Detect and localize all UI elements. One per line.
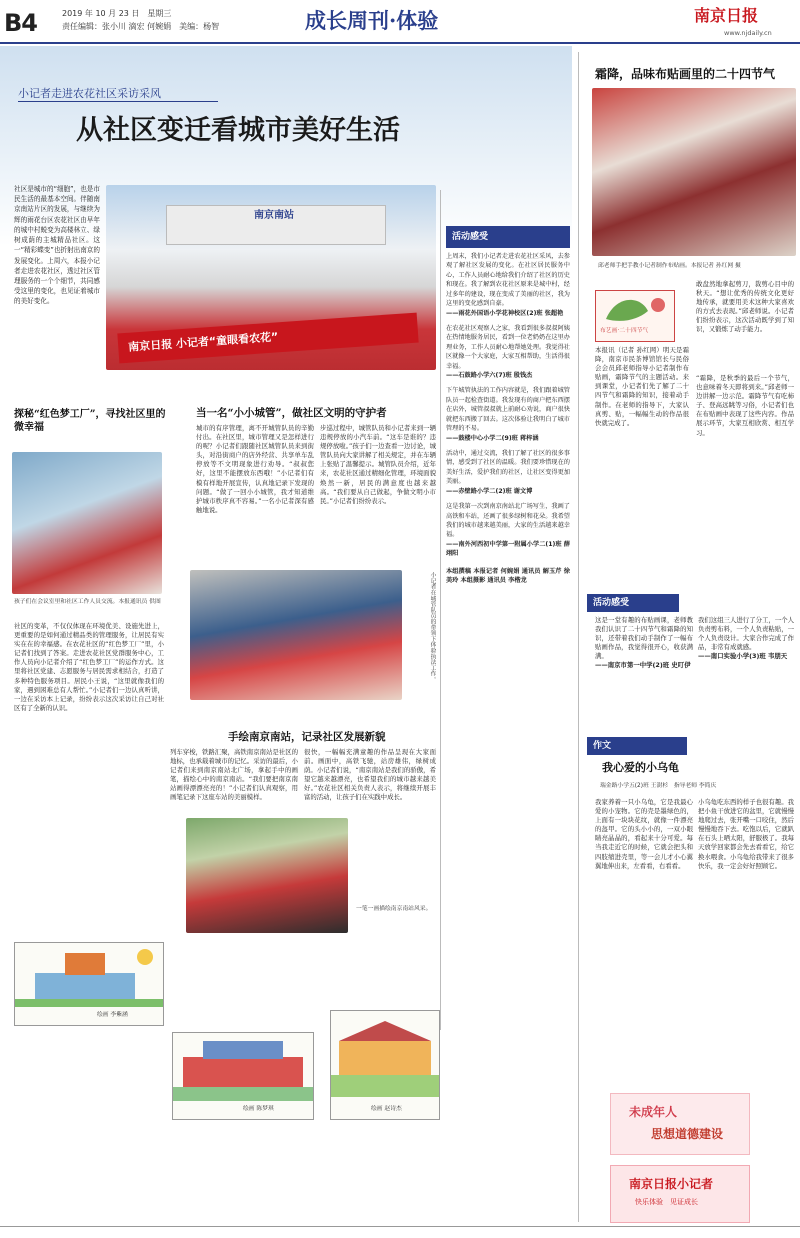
essay-body-b: 小乌龟吃东西的样子也很有趣。我把小鱼干放进它的盆里，它就慢慢地爬过去，张开嘴一口咬住，然后慢慢地吞下去。吃饱以后，它就趴在石头上晒太阳，舒服极了。我每天放学回家都会先去看看它，给它换水喂食。小乌龟给我带来了很多快乐，我一定会好好照顾它。 — [698, 798, 794, 870]
newspaper-url: www.njdaily.cn — [724, 29, 772, 37]
page-number: B4 — [4, 9, 37, 37]
lead-paragraph: 社区是城市的“细胞”，也是市民生活的最基本空间。伴随南京南站片区的发展，与继续为辉的雨花台区农花社区由早年的城中村蜕变为高楼林立、绿树成荫的主城精品社区。这一“精彩蝶变”也折射出南京的发展变化。上周六，本报小记者走进农花社区，透过社区管理服务的一个个细节，共同感受这里的变化，也见证着城市的美好变化。 — [14, 185, 100, 306]
drawing-1-art — [15, 943, 163, 1007]
page-footer-rule — [0, 1226, 800, 1238]
editor-credits: 责任编辑：张小川 滴宏 何婉娟 美编：杨智 — [62, 21, 220, 31]
activity-p3-author: ——鼓楼中心小学二(9)班 蒋梓涵 — [446, 434, 539, 442]
ad2-subtitle: 快乐体验 见证成长 — [635, 1198, 698, 1206]
essay-headline: 我心爱的小乌龟 — [602, 761, 679, 774]
right-activity-b — [698, 616, 794, 732]
activity-p3: 下午城管执法的工作内容就是，我们跟着城管队员一起检查街道。我发现有的商户把东西摆在店外，城管叔叔就上前耐心劝说，商户很快就把东西搬了回去。这次体验让我明白了城市管理的不易。 — [446, 387, 570, 433]
photo-city-patrol — [190, 570, 402, 700]
activity-p1: 上周末，我们小记者走进农花社区采风，去参观了解社区发展的变化。在社区居民服务中心，工作人员耐心地给我们介绍了社区的历史和现在。我了解到农花社区原来是城中村，经过多年的建设，现在变成了美丽的社区，我为这里的变化感到自豪。 — [446, 253, 570, 308]
column-divider-right — [578, 52, 579, 1222]
drawing-2-label: 绘画 陈梦琪 — [243, 1106, 274, 1112]
drawing-3-art — [331, 1011, 439, 1097]
right-activity-a — [595, 616, 693, 732]
child-drawing-2 — [172, 1032, 314, 1120]
photo-teacher-guiding — [592, 88, 796, 256]
right-body-a: 本报讯（记者 孙红网）明天是霜降，南京市民茶博馆馆长与民俗会会员邱老师指导小记者制作布贴画，霜降节气的主题活动。来到课堂，小记者们先了解了二十四节气和霜降的知识，接着动手制作。在老师的指导下，大家认真剪、贴，一幅幅生动的作品很快就完成了。 — [595, 346, 689, 427]
activity-p4-author: ——赤壁路小学二(2)班 谢文博 — [446, 487, 533, 495]
feature-kicker: 小记者走进农花社区采访采风 — [18, 87, 161, 100]
issue-date: 2019 年 10 月 23 日 星期三 — [62, 9, 172, 18]
right-body-c: “霜降，是秋季的最后一个节气，也意味着冬天即将到来。”邱老师一边讲解一边示范。霜降节气有吃柿子、登高远眺等习俗，小记者们也在布贴画中表现了这些内容。作品展示环节，大家互相欣赏、相互学习。 — [696, 374, 794, 437]
young-reporter-ad — [610, 1165, 750, 1223]
section1-photo-caption: 孩子们在会议室里和社区工作人员交流。本报通讯员 供图 — [14, 599, 161, 605]
activity-p5-author: ——南外河西初中学第一附属小学二(1)班 薛翊阳 — [446, 540, 570, 558]
photo-meeting-room — [12, 452, 162, 594]
activity-column — [446, 252, 570, 1232]
moral-education-ad — [610, 1093, 750, 1155]
section2-headline: 当一名“小小城管”，做社区文明的守护者 — [196, 407, 387, 419]
header-info — [62, 8, 219, 34]
activity-label: 活动感受 — [446, 226, 570, 248]
column-divider — [440, 190, 441, 1030]
photo-drawing-session — [186, 818, 348, 933]
right-activity-b-text: 我们这组三人进行了分工，一个人负责剪布料，一个人负责粘贴，一个人负责设计。大家合作完成了作品，非常有成就感。 — [698, 616, 794, 652]
drawing-3-label: 绘画 赵诗杰 — [371, 1106, 402, 1112]
activity-p5: 这是我第一次到南京南站北广场写生，我画了高铁和车站，还画了很多绿树和花朵。我希望我们的城市越来越美丽，大家的生活越来越幸福。 — [446, 503, 570, 539]
child-drawing-3 — [330, 1010, 440, 1120]
section3-photo-caption: 一笔一画描绘南京南站风采。 — [356, 906, 432, 912]
section2-body-a: 城市的有序管理，离不开城管队员的辛勤付出。在社区里，城市管理又是怎样进行的呢？小记者们跟随社区城管队员来到街头，对沿街商户的店外经营、共享单车乱停放等不文明现象进行劝导。“叔叔您好，这里不能摆放东西哦！”小记者们有模有样地开展宣传，认真地记录下发现的问题。“做了一回小小城管，我才知道维护城市秩序真不容易。”一名小记者深有感触地说。 — [196, 424, 314, 514]
right-body-b: 敢盘然地拿起剪刀，裁剪心目中的秋天。“想让优秀的传统文化更好地传承，就要用美术这种大家喜欢的方式去表现。”邱老师说。小记者们纷纷表示，这次活动既学到了知识，又锻炼了动手能力。 — [696, 280, 794, 334]
section2-body-b: 步巡过程中，城管队员和小记者来到一辆违规停放的小汽车前。“这车是谁的？违规停放啦。”孩子们一边查看一边讨论，城管队员向大家讲解了相关规定，并在车辆上张贴了温馨提示。城管队员介绍，近年来，农花社区通过精细化管理，环境面貌焕然一新，居民的满意度也越来越高。“我们要从自己做起，争做文明小市民。”小记者们纷纷表示。 — [320, 424, 436, 505]
station-sign: 南京南站 — [254, 210, 294, 221]
essay-body-a: 我家养着一只小乌龟，它是我最心爱的小宠物。它的壳是墨绿色的，上面有一块块花纹，就像一件漂亮的盔甲。它的头小小的，一双小眼睛亮晶晶的，看起来十分可爱。每当我走近它的时候，它就会把头和四肢缩进壳里，等一会儿才小心翼翼地伸出来，左看看，右看看。 — [595, 798, 693, 870]
right-activity-a-text: 这是一堂有趣的布贴画课，老师教我们认识了二十四节气和霜降的知识，还带着我们动手制作了一幅布贴画作品，我觉得很开心，收获满满。 — [595, 616, 693, 661]
activity-p1-author: ——雨花外国语小学花神校区(2)班 张超艳 — [446, 309, 564, 317]
right-photo-caption: 邱老师手把手教小记者制作布贴画。本报记者 孙红网 摄 — [598, 263, 741, 269]
child-drawing-1 — [14, 942, 164, 1026]
group-photo-station — [106, 185, 436, 370]
drawing-2-art — [173, 1033, 313, 1101]
section1-headline: 探秘“红色梦工厂”，寻找社区里的微幸福 — [14, 409, 166, 433]
essay-byline: 瑞金路小学五(2)班 王澍杉 指导老师 李简庆 — [600, 783, 717, 789]
page-header — [0, 0, 800, 44]
section3-headline: 手绘南京南站，记录社区发展新貌 — [228, 731, 386, 743]
kicker-rule — [18, 101, 218, 102]
newspaper-logo: 南京日报 — [694, 6, 759, 25]
feature-headline: 从社区变迁看城市美好生活 — [76, 115, 400, 146]
activity-p2-author: ——石鼓路小学六(7)班 殷钱杰 — [446, 372, 533, 380]
page-credits: 本组撰稿 本报记者 何婉娟 通讯员 解玉芹 徐美玲 本组摄影 通讯员 李楷龙 — [446, 567, 570, 585]
solar-term-logo — [595, 290, 675, 342]
right-activity-b-author: ——南口实验小学(3)班 韦朋天 — [698, 652, 788, 661]
section1-body: 社区的变革，不仅仅体现在环境优美、设施先进上，更重要的是如何通过精品类的管理服务，让居民有实实在在的幸福感。在农花社区的“红色梦工厂”里，小记者们找到了答案。走进农花社区党群服务中心，工作人员向小记者介绍了“红色梦工厂”的运作方式。这里将社区党建、志愿服务与居民需求相结合，打造了多种特色服务项目。居民小王说，“这里就像我们的家，遇到困难总有人帮忙。”小记者们一边认真听讲，一边在采访本上记录，纷纷表示这次采访让自己对社区有了全新的认识。 — [14, 622, 164, 712]
photo-banner: 南京日报 小记者“童眼看农花” — [117, 313, 418, 364]
ad1-line1: 未成年人 — [629, 1105, 678, 1119]
activity-p4: 活动中，通过交流，我们了解了社区的很多事情，感受到了社区的温暖。我们要珍惜现在的美好生活，爱护我们的社区，让社区变得更加美丽。 — [446, 450, 570, 486]
right-activity-label: 活动感受 — [587, 594, 679, 612]
drawing-1-label: 绘画 李紫涵 — [97, 1012, 128, 1018]
right-feature-headline: 霜降，品味布贴画里的二十四节气 — [595, 67, 776, 81]
ad1-line2: 思想道德建设 — [651, 1127, 724, 1141]
essay-label: 作文 — [587, 737, 687, 755]
activity-p2: 在农花社区观察人之家，我看到很多叔叔阿姨在热情地服务居民，看到一位老奶奶在这里办理业务，工作人员耐心地帮她处理。我觉得社区就像一个大家庭，大家互相帮助，生活得很幸福。 — [446, 324, 570, 370]
right-activity-a-author: ——南京市第一中学(2)班 史叮伊 — [595, 661, 691, 670]
section2-photo-caption: 小记者在城管队员的带领下体验执法工作。 — [429, 572, 435, 683]
solar-term-logo-text: 布艺画·二十四节气 — [600, 328, 649, 334]
section3-body-a: 列车穿梭，铁路汇聚，高铁南京南站是社区的地标，也承载着城市的记忆。采访的最后，小记者们来到南京南站北广场，拿起手中的画笔，描绘心中的南京南站。“我们要把南京南站画得漂漂亮亮的！”小记者们认真观察，用画笔记录下这座车站的美丽模样。 — [170, 748, 298, 802]
ad2-title: 南京日报小记者 — [629, 1177, 714, 1191]
section-title: 成长周刊·体验 — [305, 8, 439, 33]
leaf-icon — [596, 291, 674, 325]
section3-body-b: 很快，一幅幅充满童趣的作品呈现在大家面前。画面中，高铁飞驰，站房雄伟，绿树成荫。小记者们说，“南京南站是我们的骄傲，希望它越来越漂亮，也希望我们的城市越来越美好。”农花社区相关负责人表示，将继续开展丰富的活动，让孩子们在实践中成长。 — [304, 748, 436, 802]
